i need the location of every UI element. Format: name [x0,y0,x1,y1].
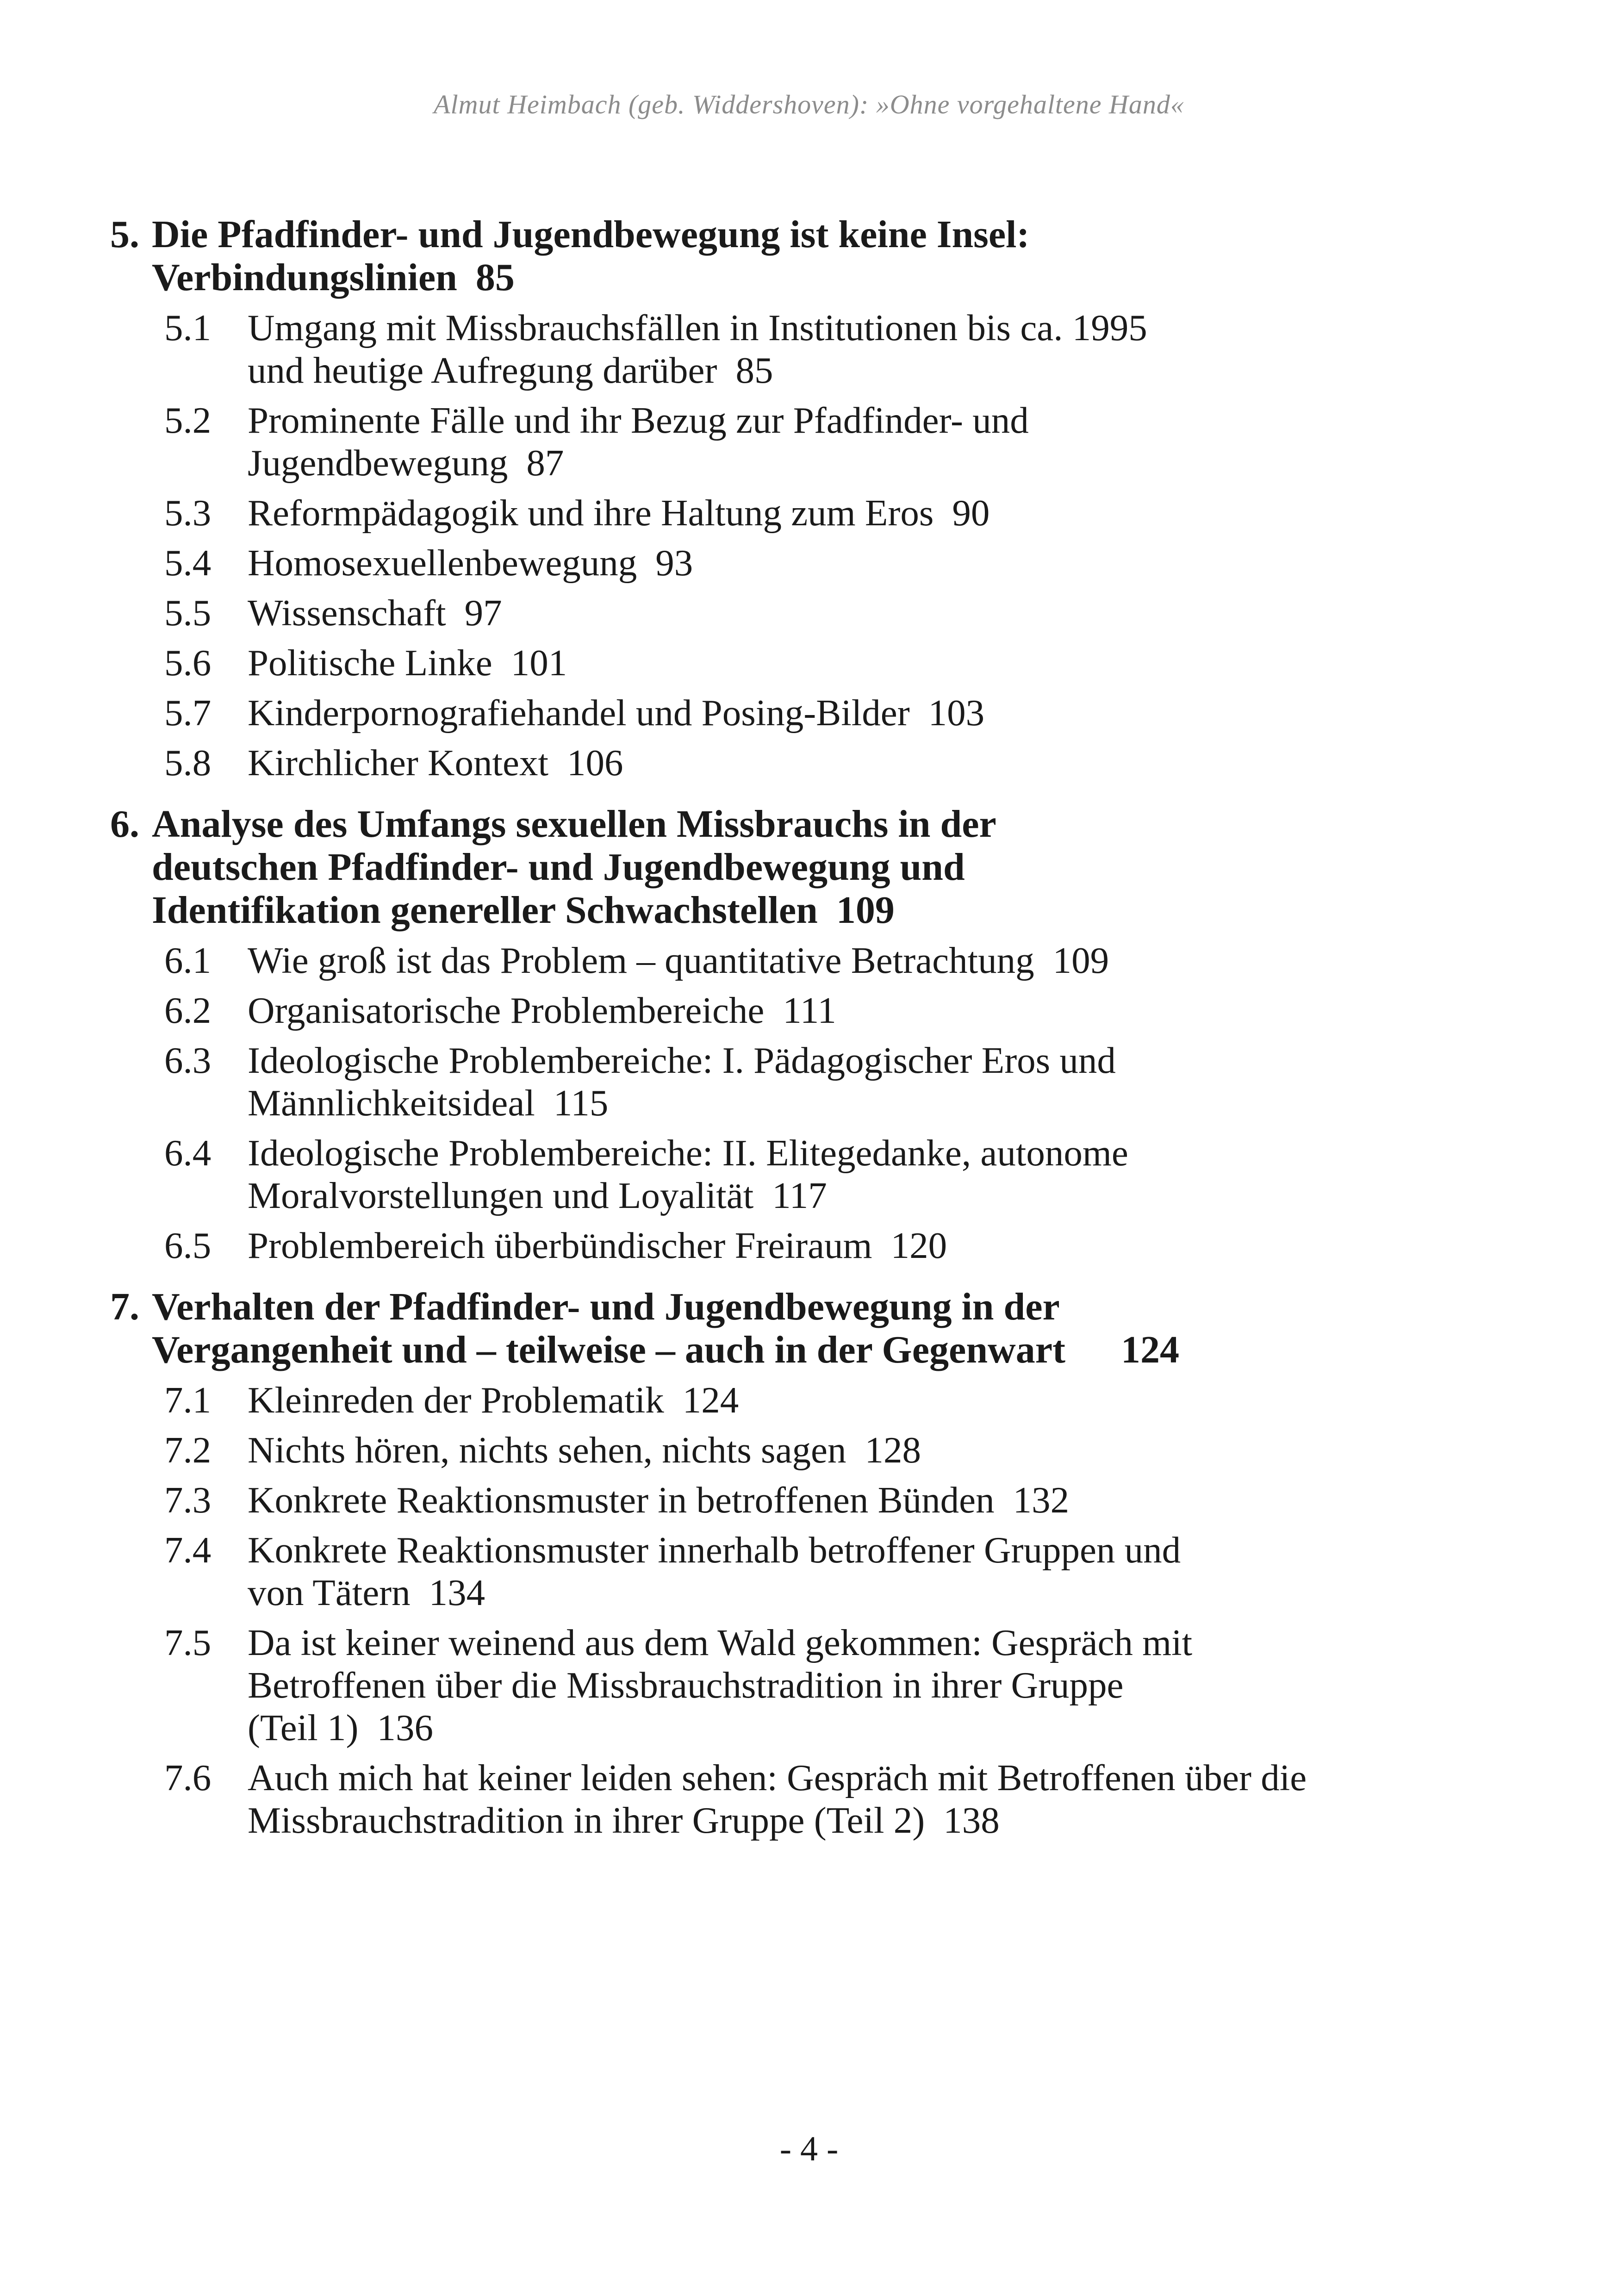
entry-number: 7.1 [164,1379,212,1421]
toc-chapter-6[interactable] [110,803,1517,932]
entry-title-line: Kleinreden der Problematik [248,1379,664,1421]
toc-chapter-5[interactable] [110,213,1517,299]
entry-number: 5.5 [164,592,212,634]
entry-title [164,691,1460,734]
toc-entry-7-5[interactable] [164,1621,1460,1749]
entry-title [164,1039,1460,1124]
entry-number: 5.6 [164,642,212,684]
entry-page-number: 106 [567,742,623,784]
toc-entry-6-4[interactable] [164,1132,1460,1217]
entry-page-number: 132 [1013,1479,1070,1521]
entry-title [164,492,1460,534]
entry-page-number: 109 [1052,940,1109,981]
chapter-number: 7. [110,1285,139,1328]
entry-title [164,1621,1460,1749]
entry-title-line: Missbrauchstradition in ihrer Gruppe (Teil 2) [248,1799,925,1841]
entry-title [164,591,1460,634]
chapter-page-number: 124 [1120,1328,1179,1371]
entry-number: 6.1 [164,940,212,981]
chapter-page-number: 85 [475,256,515,299]
entry-title [164,1379,1460,1421]
entry-title-line: Kirchlicher Kontext [248,742,549,784]
entry-title-line: Ideologische Problembereiche: I. Pädagogischer Eros und [248,1039,1116,1081]
chapter-page-number: 109 [836,889,895,932]
entry-title-line: Prominente Fälle und ihr Bezug zur Pfadfinder- und [248,399,1029,441]
entry-number: 6.4 [164,1132,212,1174]
toc-entry-5-6[interactable] [164,641,1460,684]
entry-title [164,1756,1460,1842]
chapter-title-line: Analyse des Umfangs sexuellen Missbrauchs in der [152,803,996,846]
entry-number: 7.2 [164,1429,212,1471]
entry-title [164,1132,1460,1217]
toc-entry-7-6[interactable] [164,1756,1460,1842]
entry-title [164,1224,1460,1267]
chapter-title [110,213,1517,299]
entry-page-number: 115 [553,1082,609,1124]
chapter-title-line: Verbindungslinien [152,256,457,299]
entry-title-line: von Tätern [248,1572,411,1613]
entry-number: 5.8 [164,742,212,784]
toc-entry-5-4[interactable] [164,541,1460,584]
entry-number: 5.1 [164,307,212,348]
entry-page-number: 87 [526,442,564,484]
entry-title-line: Kinderpornografiehandel und Posing-Bilder [248,692,910,734]
chapter-title-line: Die Pfadfinder- und Jugendbewegung ist keine Insel: [152,213,1030,256]
chapter-title-line: deutschen Pfadfinder- und Jugendbewegung und [152,846,965,889]
page-number: - 4 - [779,2129,839,2168]
entry-page-number: 101 [510,642,567,684]
entry-title [164,1479,1460,1521]
entry-title-line: (Teil 1) [248,1707,359,1748]
entry-title-line: Problembereich überbündischer Freiraum [248,1225,872,1266]
entry-number: 6.2 [164,989,212,1031]
entry-page-number: 120 [890,1225,947,1266]
entry-title [164,541,1460,584]
toc-entry-7-1[interactable] [164,1379,1460,1421]
chapter-number: 6. [110,803,139,846]
chapter-title-line: Identifikation genereller Schwachstellen [152,889,818,932]
entry-title-line: Männlichkeitsideal [248,1082,535,1124]
toc-entry-5-3[interactable] [164,492,1460,534]
entry-number: 7.3 [164,1479,212,1521]
entry-page-number: 111 [783,989,836,1031]
toc-entry-5-8[interactable] [164,741,1460,784]
toc-entry-5-7[interactable] [164,691,1460,734]
entry-title-line: Konkrete Reaktionsmuster innerhalb betroffener Gruppen und [248,1529,1181,1571]
entry-number: 5.2 [164,399,212,441]
entry-page-number: 128 [865,1429,921,1471]
entry-page-number: 93 [655,542,693,584]
table-of-contents [0,213,1618,1842]
toc-entry-6-2[interactable] [164,989,1460,1032]
entry-number: 5.3 [164,492,212,534]
chapter-title-line: Vergangenheit und – teilweise – auch in der Gegenwart [152,1328,1065,1371]
toc-entry-5-1[interactable] [164,306,1460,392]
entry-title-line: Jugendbewegung [248,442,508,484]
entry-title [164,306,1460,392]
entry-title [164,989,1460,1032]
entry-number: 7.4 [164,1529,212,1571]
toc-entry-6-3[interactable] [164,1039,1460,1124]
entry-page-number: 103 [928,692,985,734]
toc-chapter-7[interactable] [110,1285,1517,1371]
entry-title-line: Nichts hören, nichts sehen, nichts sagen [248,1429,846,1471]
chapter-title [110,803,1517,932]
entry-page-number: 85 [735,349,773,391]
entry-title-line: Konkrete Reaktionsmuster in betroffenen Bünden [248,1479,995,1521]
toc-entry-7-2[interactable] [164,1429,1460,1471]
entry-title-line: Da ist keiner weinend aus dem Wald gekommen: Gespräch mit [248,1622,1193,1663]
entry-title-line: Betroffenen über die Missbrauchstradition in ihrer Gruppe [248,1664,1124,1706]
entry-number: 7.6 [164,1757,212,1798]
entry-page-number: 90 [952,492,990,534]
entry-title [164,1429,1460,1471]
entry-title-line: Wie groß ist das Problem – quantitative Betrachtung [248,940,1034,981]
entry-title [164,641,1460,684]
entry-title-line: Wissenschaft [248,592,446,634]
toc-entry-5-5[interactable] [164,591,1460,634]
entry-title [164,1529,1460,1614]
entry-title-line: Politische Linke [248,642,492,684]
entry-page-number: 138 [943,1799,1000,1841]
toc-entry-7-3[interactable] [164,1479,1460,1521]
entry-number: 7.5 [164,1622,212,1663]
entry-number: 5.4 [164,542,212,584]
entry-title-line: Umgang mit Missbrauchsfällen in Institutionen bis ca. 1995 [248,307,1147,348]
entry-number: 5.7 [164,692,212,734]
entry-title [164,399,1460,484]
entry-title [164,939,1460,982]
toc-entry-6-5[interactable] [164,1224,1460,1267]
entry-page-number: 134 [429,1572,485,1613]
entry-page-number: 97 [464,592,502,634]
chapter-title [110,1285,1517,1371]
entry-title [164,741,1460,784]
chapter-number: 5. [110,213,139,256]
running-header: Almut Heimbach (geb. Widdershoven): »Ohne vorgehaltene Hand« [434,89,1184,119]
entry-page-number: 124 [682,1379,739,1421]
entry-title-line: Ideologische Problembereiche: II. Elitegedanke, autonome [248,1132,1128,1174]
entry-title-line: Reformpädagogik und ihre Haltung zum Eros [248,492,934,534]
entry-title-line: Auch mich hat keiner leiden sehen: Gespräch mit Betroffenen über die [248,1757,1307,1798]
toc-entry-7-4[interactable] [164,1529,1460,1614]
entry-title-line: Organisatorische Problembereiche [248,989,765,1031]
toc-entry-5-2[interactable] [164,399,1460,484]
entry-title-line: Moralvorstellungen und Loyalität [248,1175,754,1216]
entry-title-line: Homosexuellenbewegung [248,542,637,584]
entry-title-line: und heutige Aufregung darüber [248,349,717,391]
entry-number: 6.3 [164,1039,212,1081]
entry-number: 6.5 [164,1225,212,1266]
entry-page-number: 136 [377,1707,433,1748]
entry-page-number: 117 [772,1175,827,1216]
toc-entry-6-1[interactable] [164,939,1460,982]
chapter-title-line: Verhalten der Pfadfinder- und Jugendbewegung in der [152,1285,1060,1328]
